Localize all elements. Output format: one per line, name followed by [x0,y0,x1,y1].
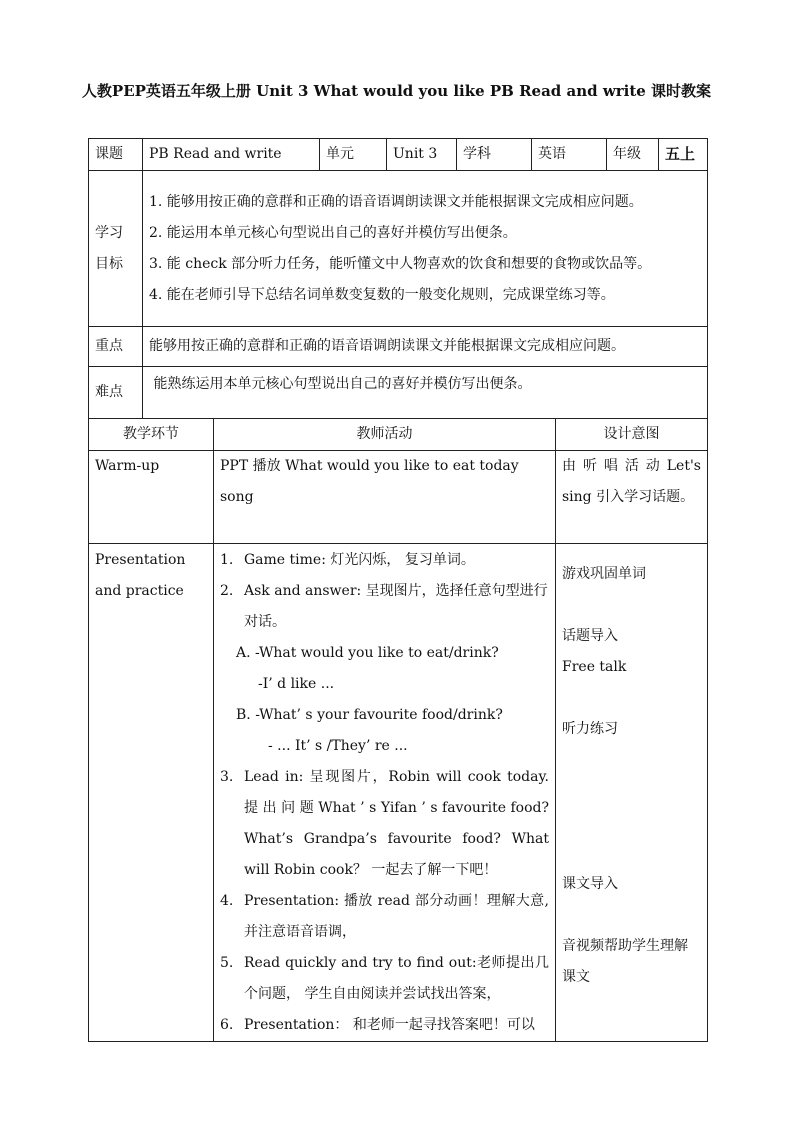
dialogue-b-answer: - ... It’ s /They’ re ... [268,738,408,754]
unit-value: Unit 3 [387,139,457,171]
grade-value: 五上 [659,139,708,171]
activity-item [220,576,549,638]
activity-item [220,762,549,886]
unit-label: 单元 [320,139,387,171]
objectives-label-line-1: 学习 [95,224,123,241]
activity-text: Game time: 灯光闪烁， 复习单词。 [244,552,475,568]
intent-topic-lead: 话题导入 [562,628,618,644]
activity-text: Ask and answer: 呈现图片，选择任意句型进行对话。 [244,583,548,630]
intent-listening: 听力练习 [562,721,618,737]
key-point-label: 重点 [89,327,143,367]
activity-number: 4. [220,893,234,909]
activity-item [220,886,549,948]
intent-word-game: 游戏巩固单词 [562,566,646,582]
activity-text: Read quickly and try to find out:老师提出几个问题， 学生自由阅读并尝试找出答案， [244,955,549,1002]
teacher-activity-header: 教师活动 [214,419,556,451]
activity-item [220,545,549,576]
objective-item: 1. 能够用按正确的意群和正确的语音语调朗读课文并能根据课文完成相应问题。 [149,193,643,210]
document-title: 人教PEP英语五年级上册 Unit 3 What would you like PB Read and write 课时教案 [81,82,712,100]
activity-number: 2. [220,583,234,599]
presentation-intent [556,544,708,1042]
activity-number: 6. [220,1017,234,1033]
design-intent-header: 设计意图 [556,419,708,451]
intent-text-lead: 课文导入 [562,876,618,892]
activity-item [220,948,549,1010]
objective-item: 3. 能 check 部分听力任务，能听懂文中人物喜欢的饮食和想要的食物或饮品等。 [149,255,652,272]
objectives-label [89,171,143,327]
intent-av-help: 音视频帮助学生理解课文 [562,938,688,985]
presentation-stage: Presentation and practice [89,544,214,1042]
warmup-intent: 由 听 唱 活 动 Let's sing 引入学习话题。 [556,451,708,544]
objectives-label-line-2: 目标 [95,255,123,272]
objectives-content [143,171,708,327]
subject-value: 英语 [532,139,607,171]
stage-header: 教学环节 [89,419,214,451]
topic-value: PB Read and write [143,139,320,171]
grade-label: 年级 [607,139,659,171]
subject-label: 学科 [457,139,532,171]
activity-text: Lead in: 呈现图片，Robin will cook today. 提 出 问 题 What ’ s Yifan ’ s favourite food?What’s Grandpa’s favourite food? What will Robin cook？ 一起去了解一下吧！ [244,769,549,878]
activity-text: Presentation: 播放 read 部分动画！理解大意,并注意语音语调， [244,893,549,940]
dialogue-a-question: A. -What would you like to eat/drink? [236,645,499,661]
dialogue-a-answer: -I’ d like ... [258,676,335,692]
objective-item: 2. 能运用本单元核心句型说出自己的喜好并模仿写出便条。 [149,224,517,241]
warmup-activity: PPT 播放 What would you like to eat today song [214,451,556,544]
topic-label: 课题 [89,139,143,171]
activity-number: 3. [220,769,234,785]
warmup-stage: Warm-up [89,451,214,544]
difficulty-text: 能熟练运用本单元核心句型说出自己的喜好并模仿写出便条。 [143,367,708,419]
presentation-activity [214,544,556,1042]
lesson-info-table [88,138,708,419]
objective-item: 4. 能在老师引导下总结名词单数变复数的一般变化规则，完成课堂练习等。 [149,286,615,303]
teaching-process-table [88,418,708,1042]
intent-free-talk: Free talk [562,659,627,675]
dialogue-b-question: B. -What’ s your favourite food/drink? [236,707,503,723]
activity-number: 1. [220,552,234,568]
activity-number: 5. [220,955,234,971]
activity-item [220,1010,549,1040]
key-point-text: 能够用按正确的意群和正确的语音语调朗读课文并能根据课文完成相应问题。 [143,327,708,367]
activity-text: Presentation： 和老师一起寻找答案吧！可以 [244,1017,535,1033]
difficulty-label: 难点 [89,367,143,419]
